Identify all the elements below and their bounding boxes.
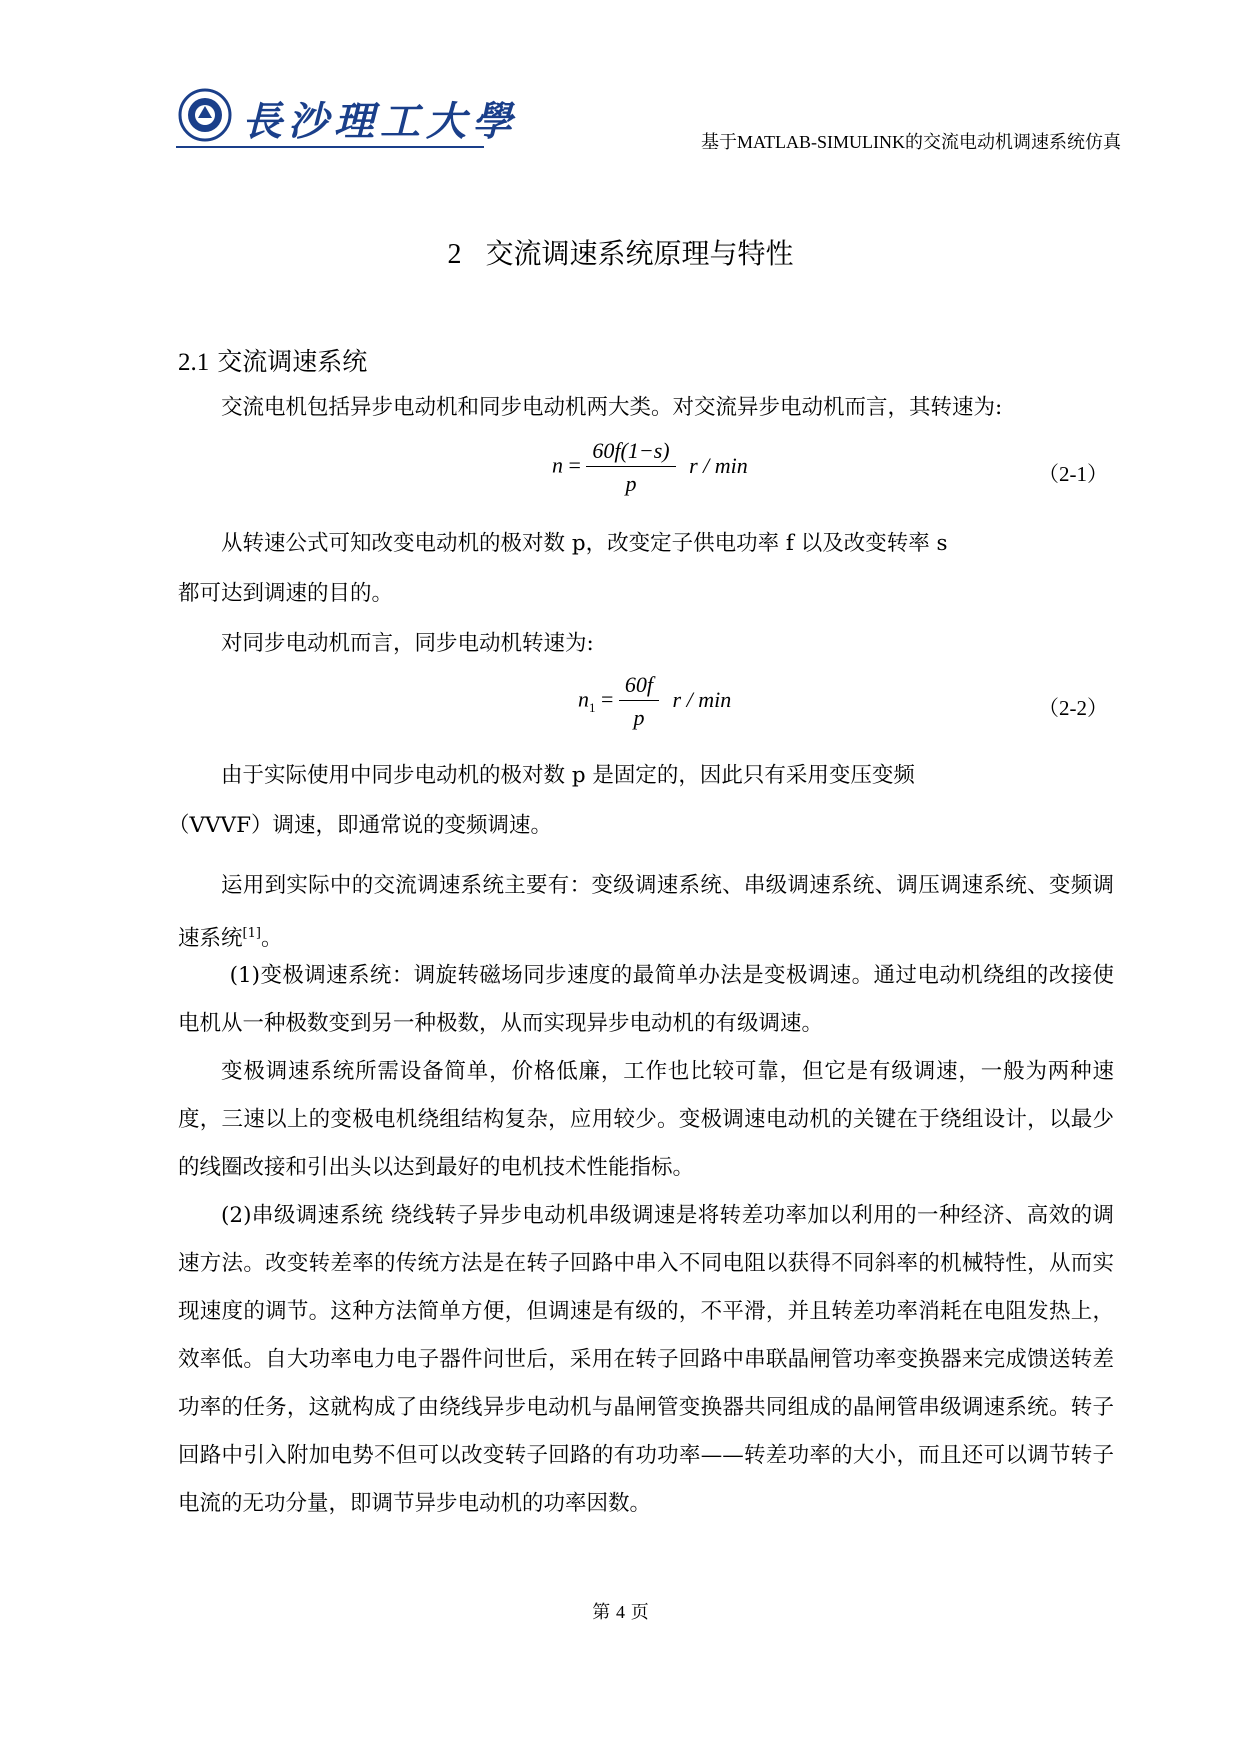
section-title-text: 交流调速系统 bbox=[217, 347, 368, 376]
equation-number-2-1: （2-1） bbox=[1038, 462, 1108, 486]
paragraph-vvvf-line1: 由于实际使用中同步电动机的极对数 p 是固定的，因此只有采用变压变频 bbox=[221, 763, 915, 788]
eq2-operator: = bbox=[601, 686, 614, 712]
eq2-lhs-subscript: 1 bbox=[589, 699, 596, 715]
equation-2-2 bbox=[578, 672, 731, 731]
eq1-fraction bbox=[586, 438, 675, 497]
paragraph-sync-motor: 对同步电动机而言，同步电动机转速为: bbox=[221, 631, 594, 656]
paragraph-cascade-control: (2)串级调速系统 绕线转子异步电动机串级调速是将转差功率加以利用的一种经济、高效的调速方法。改变转差率的传统方法是在转子回路中串入不同电阻以获得不同斜率的机械特性，从而实现速度的调节。这种方法简单方便，但调速是有级的，不平滑，并且转差功率消耗在电阻发热上，效率低。自大功率电力电子器件问世后，采用在转子回路中串联晶闸管功率变换器来完成馈送转差功率的任务，这就构成了由绕线异步电动机与晶闸管变换器共同组成的晶闸管串级调速系统。转子回路中引入附加电势不但可以改变转子回路的有功功率——转差功率的大小，而且还可以调节转子电流的无功分量，即调节异步电动机的功率因数。 bbox=[178, 1203, 1114, 1516]
eq2-unit: r / min bbox=[672, 686, 732, 712]
paragraph-pole-changing: (1)变极调速系统：调旋转磁场同步速度的最简单办法是变极调速。通过电动机绕组的改接使电机从一种极数变到另一种极数，从而实现异步电动机的有级调速。 bbox=[178, 963, 1114, 1036]
paragraph-system-types-text: 运用到实际中的交流调速系统主要有：变级调速系统、串级调速系统、调压调速系统、变频调速系统 bbox=[178, 873, 1114, 952]
chapter-number: 2 bbox=[447, 239, 462, 270]
university-logo bbox=[178, 86, 518, 145]
citation-ref-1: [1] bbox=[242, 926, 261, 941]
running-header-title: 基于MATLAB-SIMULINK的交流电动机调速系统仿真 bbox=[701, 132, 1121, 152]
paragraph-system-types bbox=[178, 862, 1114, 963]
eq2-denominator: p bbox=[633, 705, 645, 730]
eq1-unit: r / min bbox=[689, 452, 748, 478]
eq1-denominator: p bbox=[625, 471, 637, 496]
equation-2-1 bbox=[552, 438, 748, 497]
paragraph-vvvf-line2: （VVVF）调速，即通常说的变频调速。 bbox=[168, 813, 552, 838]
footer-suffix: 页 bbox=[630, 1602, 649, 1623]
page-footer bbox=[0, 1598, 1241, 1624]
paragraph-system-types-end: 。 bbox=[260, 926, 283, 952]
paragraph-speed-formula-line2: 都可达到调速的目的。 bbox=[178, 581, 394, 606]
section-number: 2.1 bbox=[178, 349, 210, 376]
university-seal-icon bbox=[178, 88, 232, 142]
university-name-logo-text: 長沙理工大學 bbox=[242, 98, 518, 145]
eq1-numerator: 60f(1−s) bbox=[586, 438, 675, 467]
equation-number-2-2: （2-2） bbox=[1038, 696, 1108, 720]
footer-prefix: 第 bbox=[592, 1602, 611, 1623]
eq2-lhs: n bbox=[578, 686, 589, 712]
paragraph-speed-formula-line1: 从转速公式可知改变电动机的极对数 p，改变定子供电功率 f 以及改变转率 s bbox=[221, 531, 948, 556]
eq1-lhs: n bbox=[552, 452, 563, 478]
eq2-numerator: 60f bbox=[619, 672, 659, 701]
section-title bbox=[178, 342, 367, 378]
header-rule bbox=[176, 146, 484, 148]
chapter-title-text: 交流调速系统原理与特性 bbox=[485, 237, 794, 270]
page-number: 4 bbox=[616, 1602, 625, 1622]
paragraph-intro: 交流电机包括异步电动机和同步电动机两大类。对交流异步电动机而言，其转速为: bbox=[221, 395, 1003, 420]
eq1-operator: = bbox=[568, 452, 581, 478]
eq2-fraction bbox=[619, 672, 659, 731]
chapter-title bbox=[0, 232, 1241, 272]
paragraph-pole-changing-details: 变极调速系统所需设备简单，价格低廉，工作也比较可靠，但它是有级调速，一般为两种速度，三速以上的变极电机绕组结构复杂，应用较少。变极调速电动机的关键在于绕组设计，以最少的线圈改接和引出头以达到最好的电机技术性能指标。 bbox=[178, 1059, 1114, 1180]
